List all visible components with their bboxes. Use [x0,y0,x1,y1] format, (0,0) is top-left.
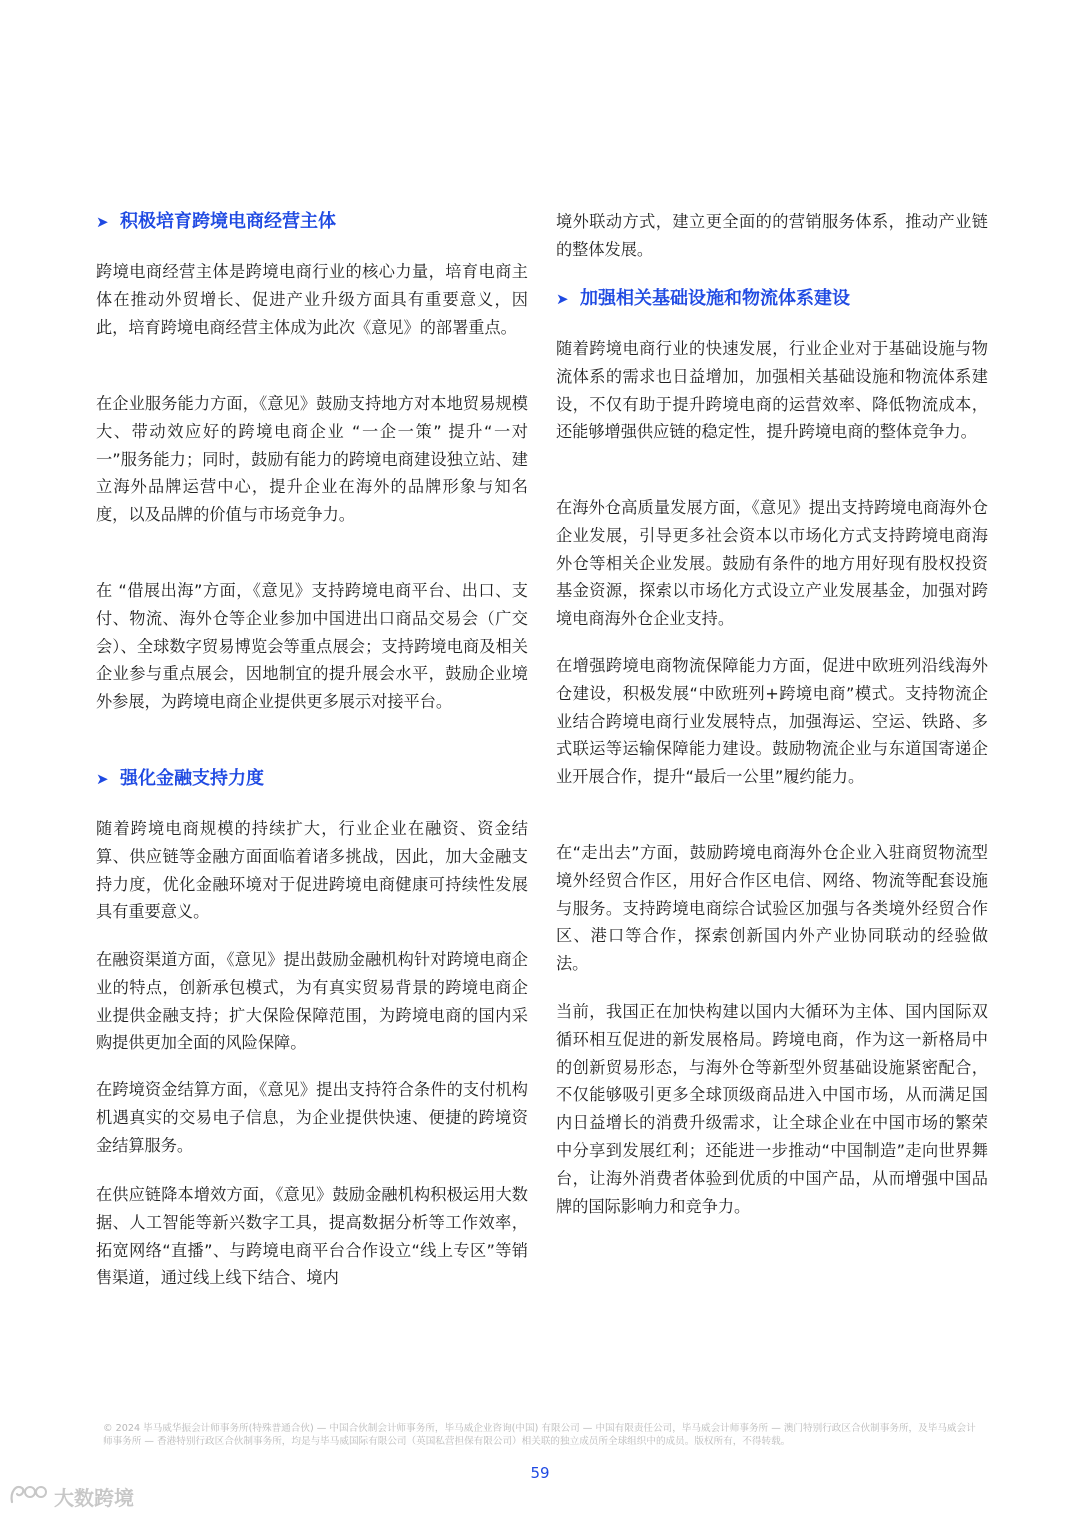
watermark-text: 大数跨境 [54,1485,134,1510]
section-heading-financial-support: ➤ 强化金融支持力度 [96,766,536,792]
paragraph: 在供应链降本增效方面，《意见》鼓励金融机构积极运用大数据、人工智能等新兴数字工具，提高数据分析等工作效率，拓宽网络“直播”、与跨境电商平台合作设立“线上专区”等销售渠道，通过线上线下结合、境内 [96,1185,528,1288]
arrowhead-icon: ➤ [96,770,109,788]
paragraph: 随着跨境电商规模的持续扩大，行业企业在融资、资金结算、供应链等金融方面面临着诸多挑战，因此，加大金融支持力度，优化金融环境对于促进跨境电商健康可持续性发展具有重要意义。 [96,819,528,922]
paragraph: 当前，我国正在加快构建以国内大循环为主体、国内国际双循环相互促进的新发展格局。跨境电商，作为这一新格局中的创新贸易形态，与海外仓等新型外贸基础设施紧密配合，不仅能够吸引更多全球顶级商品进入中国市场，从而满足国内日益增长的消费升级需求，让全球企业在中国市场的繁荣中分享到发展红利；还能进一步推动“中国制造”走向世界舞台，让海外消费者体验到优质的中国产品，从而增强中国品牌的国际影响力和竞争力。 [556,1002,988,1216]
paragraph: 在“走出去”方面，鼓励跨境电商海外仓企业入驻商贸物流型境外经贸合作区，用好合作区电信、网络、物流等配套设施与服务。支持跨境电商综合试验区加强与各类境外经贸合作区、港口等合作，探索创新国内外产业协同联动的经验做法。 [556,843,988,974]
section-heading-infrastructure-logistics: ➤ 加强相关基础设施和物流体系建设 [556,286,996,312]
paragraph: 在增强跨境电商物流保障能力方面，促进中欧班列沿线海外仓建设，积极发展“中欧班列+跨境电商”模式。支持物流企业结合跨境电商行业发展特点，加强海运、空运、铁路、多式联运等运输保障能力建设。鼓励物流企业与东道国寄递企业开展合作，提升“最后一公里”履约能力。 [556,656,988,787]
paragraph: 在企业服务能力方面，《意见》鼓励支持地方对本地贸易规模大、带动效应好的跨境电商企业 “一企一策” 提升“一对一”服务能力；同时，鼓励有能力的跨境电商建设独立站、建立海外品牌运营中心，提升企业在海外的品牌形象与知名度，以及品牌的价值与市场竞争力。 [96,394,528,525]
page-number: 59 [530,1464,550,1482]
section-heading-cultivate-entities: ➤ 积极培育跨境电商经营主体 [96,209,536,235]
paragraph: 随着跨境电商行业的快速发展，行业企业对于基础设施与物流体系的需求也日益增加，加强相关基础设施和物流体系建设，不仅有助于提升跨境电商的运营效率、降低物流成本，还能够增强供应链的稳定性，提升跨境电商的整体竞争力。 [556,339,988,442]
paragraph: 跨境电商经营主体是跨境电商行业的核心力量，培育电商主体在推动外贸增长、促进产业升级方面具有重要意义，因此，培育跨境电商经营主体成为此次《意见》的部署重点。 [96,262,528,337]
arrowhead-icon: ➤ [556,290,569,308]
paragraph: 境外联动方式，建立更全面的的营销服务体系，推动产业链的整体发展。 [556,212,988,259]
swirl-logo-icon [8,1480,50,1512]
paragraph: 在融资渠道方面，《意见》提出鼓励金融机构针对跨境电商企业的特点，创新承包模式，为有真实贸易背景的跨境电商企业提供金融支持；扩大保险保障范围，为跨境电商的国内采购提供更加全面的风险保障。 [96,950,528,1053]
arrowhead-icon: ➤ [96,213,109,231]
copyright-notice: © 2024 毕马威华振会计师事务所(特殊普通合伙) — 中国合伙制会计师事务所，毕马威企业咨询(中国) 有限公司 — 中国有限责任公司，毕马威会计师事务所 — 澳门特别行政区合伙制事务所，及毕马威会计师事务所 — 香港特别行政区合伙制事务所，均是与毕马威国际有限公司（英国私营担保有限公司）相关联的独立成员所全球组织中的成员。版权所有，不得转载。 [103,1423,976,1447]
paragraph: 在 “借展出海”方面，《意见》支持跨境电商平台、出口、支付、物流、海外仓等企业参加中国进出口商品交易会（广交会）、全球数字贸易博览会等重点展会；支持跨境电商及相关企业参与重点展会，因地制宜的提升展会水平，鼓励企业境外参展，为跨境电商企业提供更多展示对接平台。 [96,581,528,712]
paragraph: 在海外仓高质量发展方面，《意见》提出支持跨境电商海外仓企业发展，引导更多社会资本以市场化方式支持跨境电商海外仓等相关企业发展。鼓励有条件的地方用好现有股权投资基金资源，探索以市场化方式设立产业发展基金，加强对跨境电商海外仓企业支持。 [556,498,988,629]
watermark [8,1481,134,1511]
paragraph: 在跨境资金结算方面，《意见》提出支持符合条件的支付机构机遇真实的交易电子信息，为企业提供快速、便捷的跨境资金结算服务。 [96,1080,528,1155]
